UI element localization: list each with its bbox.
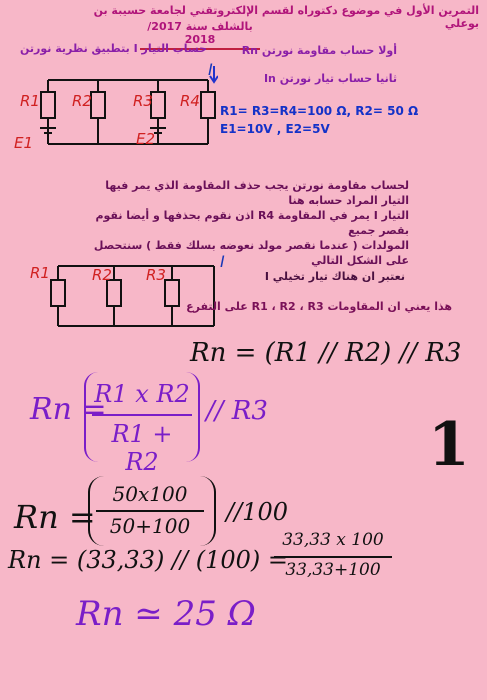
page-number: 1 xyxy=(428,410,470,480)
label-e1: E1 xyxy=(14,134,34,152)
equation-3-numerator: 50x100 xyxy=(112,482,188,506)
header-line-2: بالشلف سنة 2017/ 2018 xyxy=(140,20,260,50)
step-current: حساب التيار I بتطبيق نظرية نورتن xyxy=(20,42,208,55)
explanation-line-3: المولدات ( عندما نقصر مولد نعوضه بسلك فقط ) سنتحصل على الشكل التالي xyxy=(93,239,409,267)
step-second: ثانيا حساب تيار نورتن In xyxy=(263,72,397,85)
note-parallel: هذا يعني ان المقاومات R1 ، R2 ، R3 على التفرع xyxy=(186,300,452,313)
equation-4: Rn = (33,33) // (100) = xyxy=(8,546,289,574)
equation-2-denominator: R1 + R2 xyxy=(111,420,173,476)
label-circuit2-r3: R3 xyxy=(146,266,166,284)
given-values-line-2: E1=10V , E2=5V xyxy=(220,122,330,136)
equation-4-numerator: 33,33 x 100 xyxy=(282,530,384,550)
equation-2-numerator: R1 x R2 xyxy=(94,380,190,408)
equation-3-fraction-bar xyxy=(96,510,204,512)
label-circuit2-current: I xyxy=(220,252,225,271)
label-circuit2-r2: R2 xyxy=(92,266,112,284)
circuit-diagram-2 xyxy=(44,256,224,336)
label-circuit2-r1: R1 xyxy=(30,264,50,282)
equation-3-tail: //100 xyxy=(226,498,288,526)
equation-3-denominator: 50+100 xyxy=(109,514,191,538)
explanation-paragraph xyxy=(79,178,409,268)
explanation-line-2: التيار I يمر في المقاومة R4 اذن نقوم بحذفها و أيضا نقوم بقصر جميع xyxy=(95,209,409,237)
equation-2-lhs: Rn = xyxy=(30,392,107,427)
note-imaginary-current: نعتبر ان هناك تيار تخيلي I xyxy=(264,270,405,283)
equation-2-fraction-bar xyxy=(92,414,192,416)
header-line-1: التمرين الأول في موضوع دكتوراه لقسم الإلكتروتقني لجامعة حسيبة بن بوعلي xyxy=(93,4,479,30)
label-r4: R4 xyxy=(180,92,200,110)
explanation-line-1: لحساب مقاومة نورتن يجب حذف المقاومة الذي يمر فيها التيار المراد حسابه هنا xyxy=(105,179,409,207)
step-first: أولا حساب مقاومة نورتن Rn xyxy=(241,44,397,57)
equation-4-denominator: 33,33+100 xyxy=(285,560,381,580)
given-values-line-1: R1= R3=R4=100 Ω, R2= 50 Ω xyxy=(220,104,419,118)
label-r2: R2 xyxy=(72,92,92,110)
label-r3: R3 xyxy=(133,92,153,110)
label-current-i: I xyxy=(208,60,213,79)
label-r1: R1 xyxy=(20,92,40,110)
equation-4-fraction-bar xyxy=(274,556,392,558)
label-e2: E2 xyxy=(136,130,156,148)
equation-2-tail: // R3 xyxy=(206,396,268,426)
given-values xyxy=(220,102,418,138)
equation-1: Rn = (R1 // R2) // R3 xyxy=(190,338,462,368)
result-rn: Rn ≃ 25 Ω xyxy=(76,594,256,634)
equation-3-lhs: Rn = xyxy=(14,498,96,536)
